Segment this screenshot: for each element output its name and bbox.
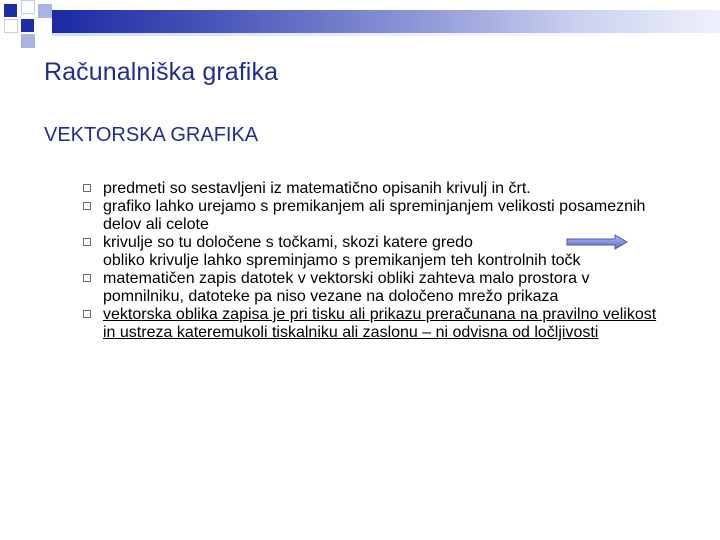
hollow-square-bullet-icon xyxy=(83,184,91,192)
hollow-square-bullet-icon xyxy=(83,310,91,318)
hollow-square-bullet-icon xyxy=(83,274,91,282)
corner-square-light-1 xyxy=(38,4,52,18)
hollow-square-bullet-icon xyxy=(83,238,91,246)
bullet-item-1 xyxy=(80,180,690,198)
bullet-list xyxy=(80,180,690,342)
bullet-text-2: grafiko lahko urejamo s premikanjem ali spreminjanjem velikosti posameznih delov ali celote xyxy=(103,198,646,233)
slide-title: Računalniška grafika xyxy=(44,58,279,86)
corner-square-dark-1 xyxy=(4,4,17,17)
bullet-text-5: vektorska oblika zapisa je pri tisku ali prikazu preračunana na pravilno velikost in ustreza kateremukoli tiskalniku ali zaslonu – ni odvisna od ločljivosti xyxy=(103,306,657,341)
bullet-text-3: krivulje so tu določene s točkami, skozi katere gredo xyxy=(103,234,473,251)
corner-square-dark-2 xyxy=(21,19,34,32)
bullet-continuation-text: obliko krivulje lahko spreminjamo s premikanjem teh kontrolnih točk xyxy=(103,252,581,269)
bullet-text-1: predmeti so sestavljeni iz matematično opisanih krivulj in črt. xyxy=(103,180,531,197)
top-gradient-band xyxy=(52,10,720,33)
corner-square-outline-2 xyxy=(4,19,18,33)
section-title: VEKTORSKA GRAFIKA xyxy=(44,124,259,146)
corner-square-outline-1 xyxy=(21,0,35,14)
hollow-square-bullet-icon xyxy=(83,202,91,210)
top-band-underline xyxy=(52,33,720,36)
bullet-item-4 xyxy=(80,270,690,306)
corner-square-light-2 xyxy=(21,34,35,48)
bullet-item-5 xyxy=(80,306,690,342)
right-arrow-icon xyxy=(566,233,628,251)
bullet-text-4: matematičen zapis datotek v vektorski obliki zahteva malo prostora v pomnilniku, datoteke pa niso vezane na določeno mrežo prikaza xyxy=(103,270,590,305)
bullet-item-2 xyxy=(80,198,690,234)
